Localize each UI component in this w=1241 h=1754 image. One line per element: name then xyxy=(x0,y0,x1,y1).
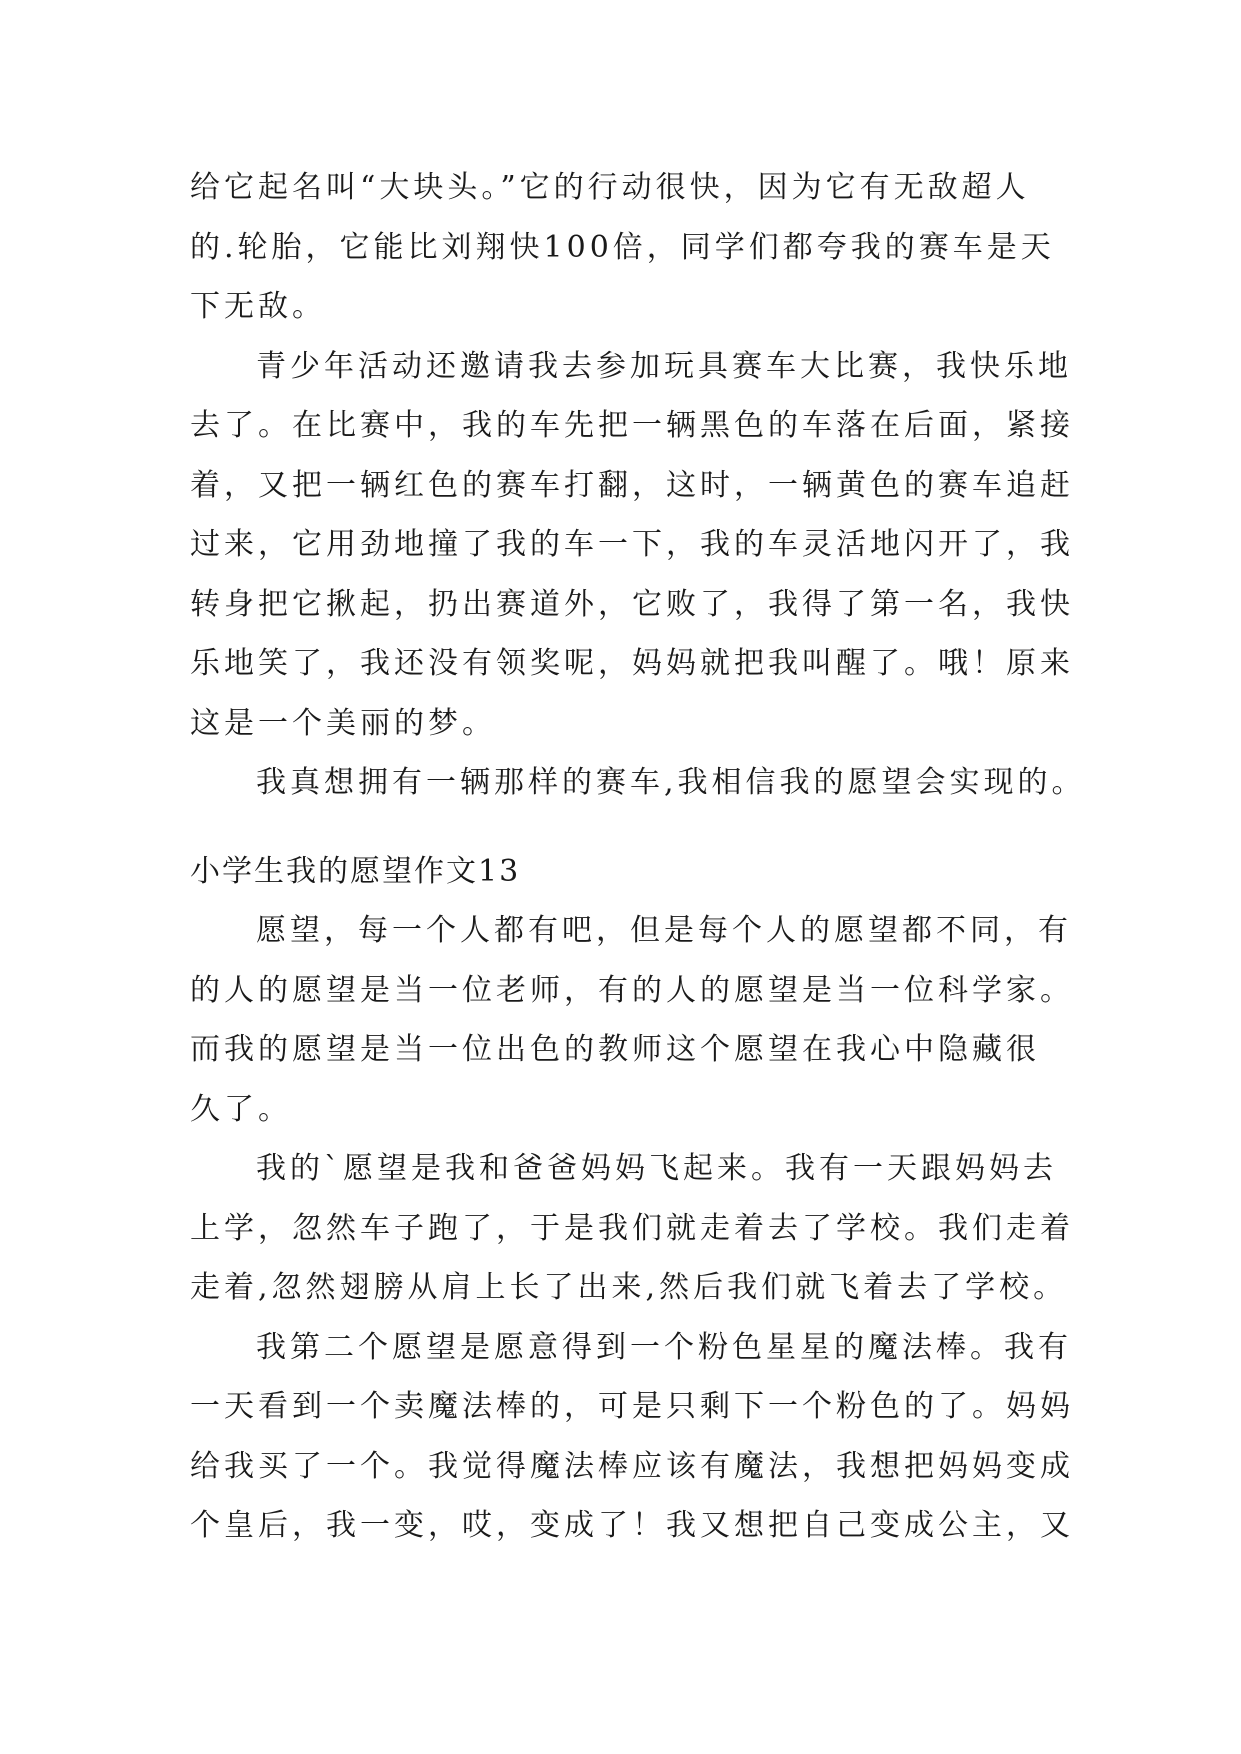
text-line: 给它起名叫“大块头。”它的行动很快，因为它有无敌超人 xyxy=(190,170,1030,205)
text-line: 这是一个美丽的梦。 xyxy=(190,705,496,741)
text-line: 而我的愿望是当一位出色的教师这个愿望在我心中隐藏很 xyxy=(190,1032,1040,1067)
text-line: 给我买了一个。我觉得魔法棒应该有魔法，我想把妈妈变成 xyxy=(190,1448,1074,1484)
text-line: 一天看到一个卖魔法棒的，可是只剩下一个粉色的了。妈妈 xyxy=(190,1389,1074,1424)
text-line: 走着,忽然翅膀从肩上长了出来,然后我们就飞着去了学校。 xyxy=(190,1270,1068,1305)
text-line: 下无敌。 xyxy=(190,289,326,324)
text-line: 我第二个愿望是愿意得到一个粉色星星的魔法棒。我有 xyxy=(256,1329,1072,1365)
text-line: 转身把它揪起，扔出赛道外，它败了，我得了第一名，我快 xyxy=(190,586,1074,622)
document-body xyxy=(190,158,1086,1556)
paragraph-wish-car xyxy=(190,753,1086,813)
text-line: 乐地笑了，我还没有领奖呢，妈妈就把我叫醒了。哦！原来 xyxy=(190,646,1074,681)
text-line: 我的`愿望是我和爸爸妈妈飞起来。我有一天跟妈妈去 xyxy=(256,1151,1057,1186)
text-line: 的人的愿望是当一位老师，有的人的愿望是当一位科学家。 xyxy=(190,972,1074,1008)
text-line: 我真想拥有一辆那样的赛车,我相信我的愿望会实现的。 xyxy=(256,765,1086,800)
text-line: 上学，忽然车子跑了，于是我们就走着去了学校。我们走着 xyxy=(190,1210,1074,1246)
paragraph-race xyxy=(190,337,1074,754)
section-gap xyxy=(190,813,1070,842)
text-line: 着，又把一辆红色的赛车打翻，这时，一辆黄色的赛车追赶 xyxy=(190,467,1074,503)
text-line: 愿望，每一个人都有吧，但是每个人的愿望都不同，有 xyxy=(256,913,1072,948)
section-heading xyxy=(190,842,1070,902)
paragraph-magic-wand xyxy=(190,1318,1074,1556)
text-line: 个皇后，我一变，哎，变成了！我又想把自己变成公主，又 xyxy=(190,1508,1074,1543)
paragraph-flying xyxy=(190,1139,1074,1318)
essay-title: 小学生我的愿望作文13 xyxy=(190,853,521,889)
paragraph-big-block-car xyxy=(190,158,1070,337)
text-line: 久了。 xyxy=(190,1091,292,1127)
paragraph-wishes-intro xyxy=(190,901,1074,1139)
text-line: 的.轮胎，它能比刘翔快100倍，同学们都夸我的赛车是天 xyxy=(190,229,1055,265)
text-line: 过来，它用劲地撞了我的车一下，我的车灵活地闪开了，我 xyxy=(190,527,1074,562)
text-line: 去了。在比赛中，我的车先把一辆黑色的车落在后面，紧接 xyxy=(190,408,1074,443)
text-line: 青少年活动还邀请我去参加玩具赛车大比赛，我快乐地 xyxy=(256,348,1072,384)
